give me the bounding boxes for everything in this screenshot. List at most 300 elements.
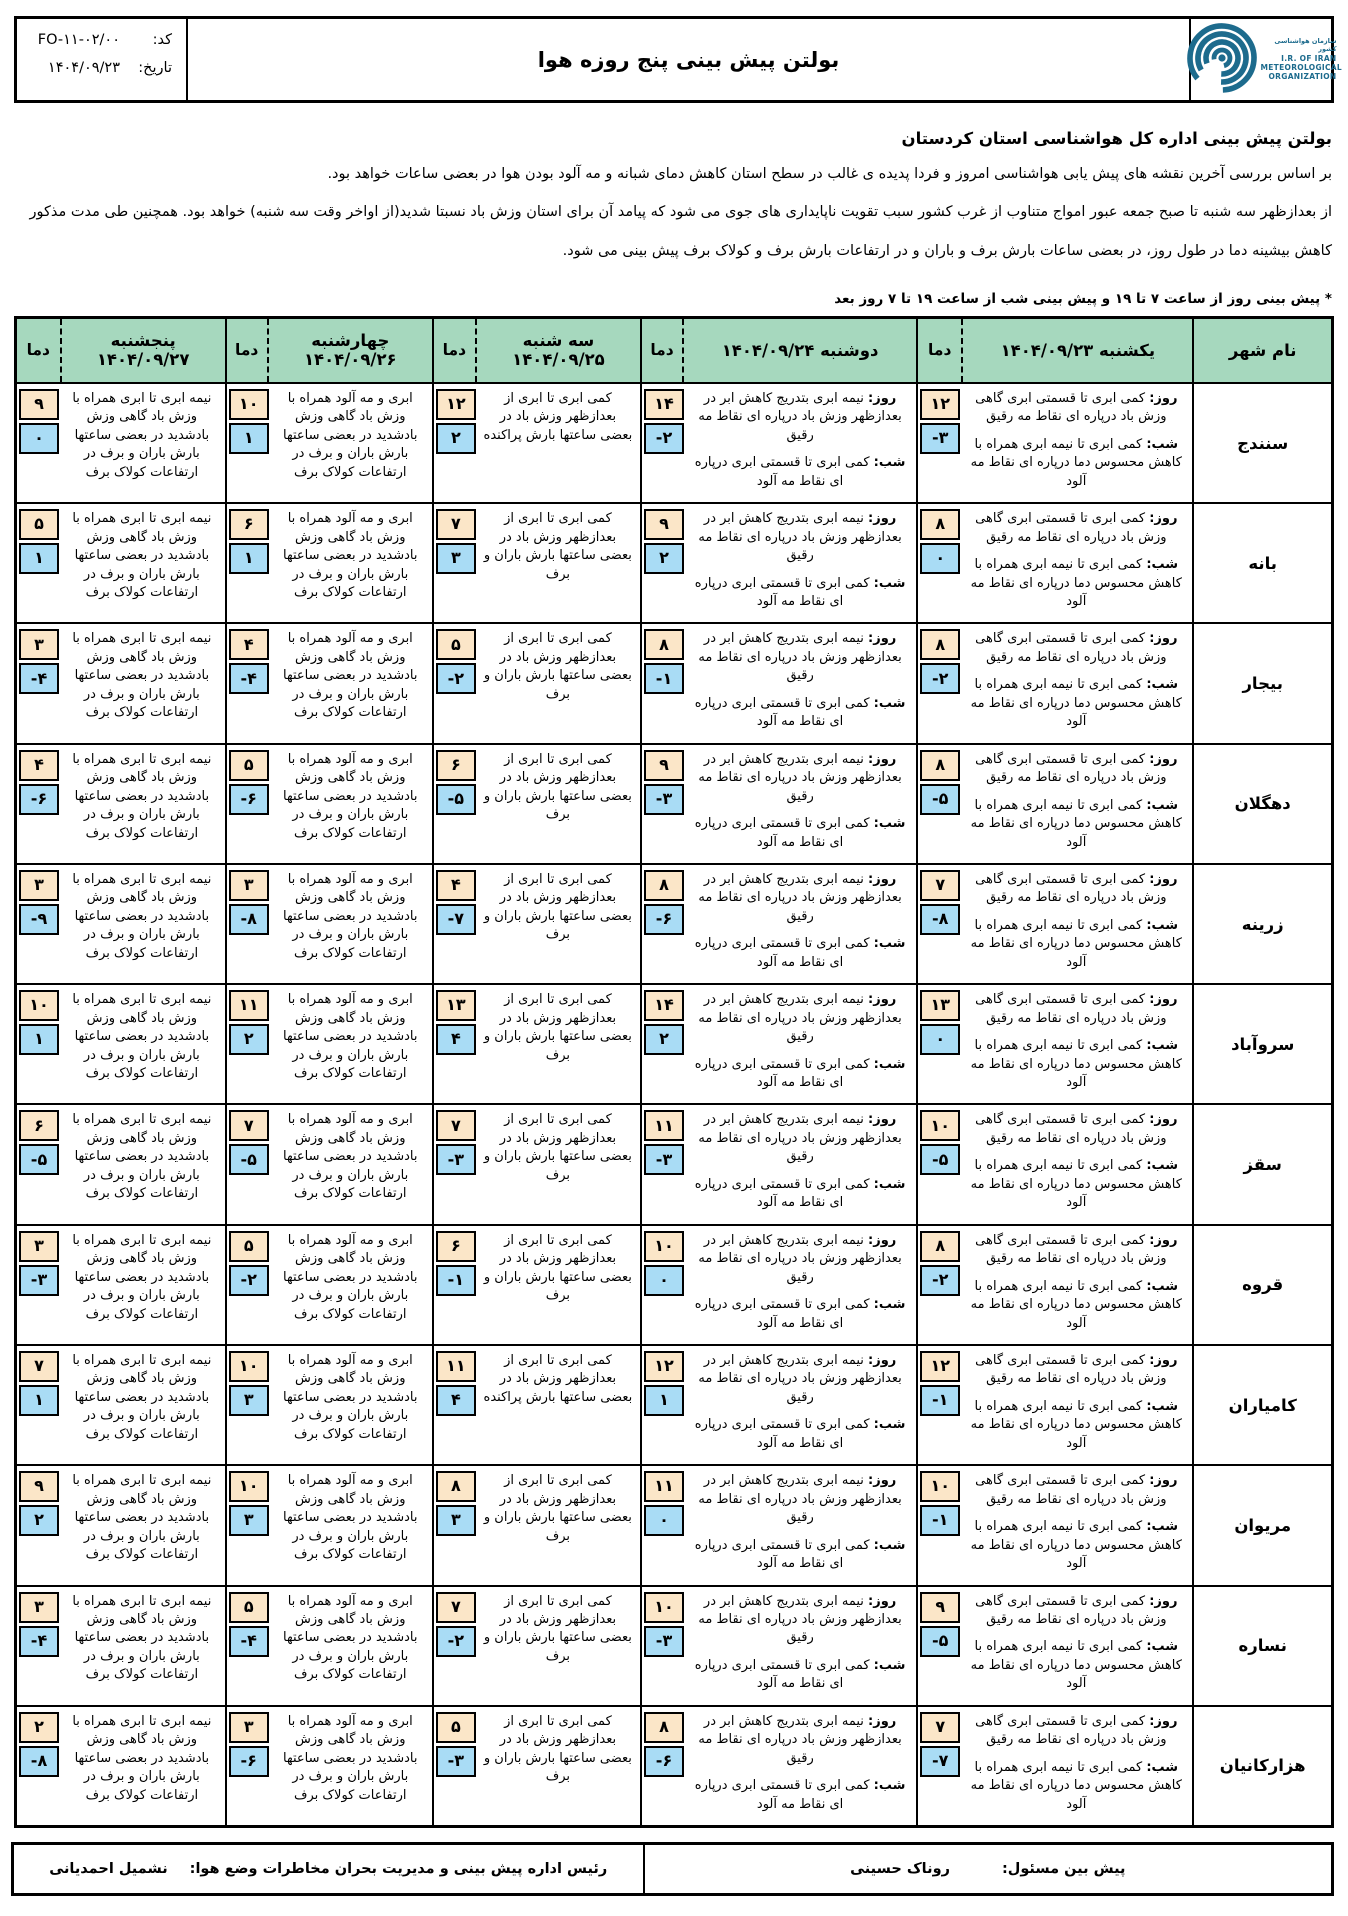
date-value: ۱۴۰۴/۰۹/۲۳ [47, 60, 120, 76]
temperature-column [920, 1712, 960, 1777]
min-temp-box: -۱ [644, 663, 684, 694]
temperature-column [229, 629, 269, 694]
forecast-text: کمی ابری تا ابری از بعدازظهر وزش باد در بعضی ساعتها بارش باران و برف [483, 1473, 632, 1544]
forecast-text: نیمه ابری تا ابری همراه با وزش باد گاهی وزش بادشدید در بعضی ساعتها بارش باران و برف در ارتفاعات کولاک برف [72, 631, 212, 721]
forecast-text: روز: کمی ابری تا قسمتی ابری گاهی وزش باد درپاره ای نقاط مه رقیق شب: کمی ابری تا نیمه ابری همراه با کاهش محسوس دما درپاره ای نقاط مه آلود [970, 1593, 1182, 1692]
forecast-text: ابری و مه آلود همراه با وزش باد گاهی وزش بادشدید در بعضی ساعتها بارش باران و برف در ارتفاعات کولاک برف [283, 1473, 418, 1563]
forecast-table [14, 316, 1334, 1828]
max-temp-box: ۱۳ [920, 990, 960, 1021]
max-temp-box: ۷ [436, 1592, 476, 1623]
forecast-cell-tuesday [433, 383, 641, 503]
min-temp-box: ۳ [436, 543, 476, 574]
forecast-cell-monday [641, 623, 917, 743]
max-temp-box: ۵ [229, 1231, 269, 1262]
min-temp-box: -۸ [920, 904, 960, 935]
day-date: ۱۴۰۴/۰۹/۲۴ [721, 340, 815, 360]
forecast-row [16, 744, 1333, 864]
city-name-cell [1193, 1706, 1332, 1827]
max-temp-box: ۸ [644, 1712, 684, 1743]
min-temp-box: -۴ [19, 1626, 59, 1657]
forecast-cell-tuesday [433, 984, 641, 1104]
max-temp-box: ۱۰ [644, 1592, 684, 1623]
city-name: سنندج [1237, 433, 1289, 453]
min-temp-box: -۴ [229, 663, 269, 694]
min-temp-box: -۷ [920, 1746, 960, 1777]
city-name-cell [1193, 1345, 1332, 1465]
org-logo [1189, 19, 1342, 100]
forecast-cell-tuesday [433, 1465, 641, 1585]
min-temp-box: -۶ [19, 784, 59, 815]
min-temp-box: -۳ [644, 1626, 684, 1657]
min-temp-box: -۴ [229, 1626, 269, 1657]
temperature-column [229, 1471, 269, 1536]
forecast-text: روز: نیمه ابری بتدریج کاهش ابر در بعدازظهر وزش باد درپاره ای نقاط مه رقیق شب: کمی ابری تا قسمتی ابری درپاره ای نقاط مه آلود [694, 1353, 906, 1451]
max-temp-box: ۱۰ [229, 1471, 269, 1502]
date-row [31, 60, 172, 76]
forecast-cell-thursday [16, 1586, 226, 1706]
city-name: بانه [1248, 553, 1277, 573]
temperature-column [19, 1231, 59, 1296]
temperature-column [644, 1471, 684, 1536]
max-temp-box: ۳ [19, 1231, 59, 1262]
forecast-row [16, 1706, 1333, 1827]
forecast-text: نیمه ابری تا ابری همراه با وزش باد گاهی وزش بادشدید در بعضی ساعتها بارش باران و برف در ارتفاعات کولاک برف [72, 992, 212, 1082]
forecast-cell-sunday [917, 503, 1193, 623]
forecast-text: ابری و مه آلود همراه با وزش باد گاهی وزش بادشدید در بعضی ساعتها بارش باران و برف در ارتفاعات کولاک برف [283, 1713, 418, 1803]
city-name-cell [1193, 1465, 1332, 1585]
forecast-cell-thursday [16, 623, 226, 743]
temperature-column [436, 990, 476, 1055]
min-temp-box: -۴ [19, 663, 59, 694]
min-temp-box: -۲ [920, 1265, 960, 1296]
temperature-column [436, 389, 476, 454]
min-temp-box: -۵ [436, 784, 476, 815]
min-temp-box: -۶ [644, 904, 684, 935]
forecast-row [16, 1225, 1333, 1345]
max-temp-box: ۸ [436, 1471, 476, 1502]
forecast-text: ابری و مه آلود همراه با وزش باد گاهی وزش بادشدید در بعضی ساعتها بارش باران و برف در ارتفاعات کولاک برف [283, 1232, 418, 1322]
forecast-text: ابری و مه آلود همراه با وزش باد گاهی وزش بادشدید در بعضی ساعتها بارش باران و برف در ارتفاعات کولاک برف [283, 631, 418, 721]
temperature-column [436, 1351, 476, 1416]
temperature-column [229, 1231, 269, 1296]
column-header-temp: دما [16, 317, 61, 383]
max-temp-box: ۱۰ [920, 1471, 960, 1502]
temperature-column [19, 1592, 59, 1657]
forecast-text: کمی ابری تا ابری از بعدازظهر وزش باد در بعضی ساعتها بارش پراکنده [483, 390, 633, 443]
forecast-cell-sunday [917, 1706, 1193, 1827]
min-temp-box: -۳ [920, 423, 960, 454]
max-temp-box: ۱۰ [920, 1110, 960, 1141]
forecast-cell-monday [641, 1104, 917, 1224]
max-temp-box: ۱۰ [644, 1231, 684, 1262]
temperature-column [920, 870, 960, 935]
temperature-column [644, 1110, 684, 1175]
forecast-cell-sunday [917, 383, 1193, 503]
min-temp-box: -۳ [436, 1746, 476, 1777]
forecast-cell-monday [641, 1345, 917, 1465]
temperature-column [436, 1592, 476, 1657]
org-name-line2: METEOROLOGICAL [1260, 62, 1342, 72]
forecast-cell-tuesday [433, 503, 641, 623]
forecast-cell-wednesday [226, 1706, 433, 1827]
forecast-text: نیمه ابری تا ابری همراه با وزش باد گاهی وزش بادشدید در بعضی ساعتها بارش باران و برف در ارتفاعات کولاک برف [72, 1713, 212, 1803]
temperature-column [19, 750, 59, 815]
forecast-text: ابری و مه آلود همراه با وزش باد گاهی وزش بادشدید در بعضی ساعتها بارش باران و برف در ارتفاعات کولاک برف [283, 751, 418, 841]
max-temp-box: ۷ [436, 1110, 476, 1141]
temperature-column [920, 1471, 960, 1536]
forecast-text: روز: نیمه ابری بتدریج کاهش ابر در بعدازظهر وزش باد درپاره ای نقاط مه رقیق شب: کمی ابری تا قسمتی ابری درپاره ای نقاط مه آلود [694, 631, 906, 730]
max-temp-box: ۴ [229, 629, 269, 660]
forecast-text: کمی ابری تا ابری از بعدازظهر وزش باد در بعضی ساعتها بارش باران و برف [483, 631, 632, 702]
min-temp-box: -۱ [920, 1505, 960, 1536]
temperature-column [229, 1110, 269, 1175]
forecast-text: روز: نیمه ابری بتدریج کاهش ابر در بعدازظهر وزش باد درپاره ای نقاط مه رقیق شب: کمی ابری تا قسمتی ابری درپاره ای نقاط مه آلود [694, 1473, 906, 1572]
min-temp-box: -۵ [920, 1626, 960, 1657]
forecast-text: کمی ابری تا ابری از بعدازظهر وزش باد در بعضی ساعتها بارش باران و برف [483, 751, 632, 823]
temperature-column [19, 1471, 59, 1536]
min-temp-box: ۳ [229, 1505, 269, 1536]
min-temp-box: -۱ [436, 1265, 476, 1296]
forecast-cell-thursday [16, 1225, 226, 1345]
day-date: ۱۴۰۴/۰۹/۲۶ [303, 350, 397, 370]
column-header-temp: دما [226, 317, 268, 383]
min-temp-box: -۳ [19, 1265, 59, 1296]
temperature-column [19, 1110, 59, 1175]
min-temp-box: -۲ [436, 1626, 476, 1657]
max-temp-box: ۸ [920, 750, 960, 781]
city-name: دهگلان [1234, 794, 1291, 814]
max-temp-box: ۷ [229, 1110, 269, 1141]
column-header-temp: دما [641, 317, 683, 383]
temperature-column [19, 1712, 59, 1777]
forecast-cell-thursday [16, 1706, 226, 1827]
temperature-column [920, 1592, 960, 1657]
forecast-row [16, 984, 1333, 1104]
forecast-text: روز: نیمه ابری بتدریج کاهش ابر در بعدازظهر وزش باد درپاره ای نقاط مه رقیق شب: کمی ابری تا قسمتی ابری درپاره ای نقاط مه آلود [694, 511, 906, 609]
max-temp-box: ۱۰ [229, 1351, 269, 1382]
forecast-cell-sunday [917, 984, 1193, 1104]
temperature-column [920, 389, 960, 454]
city-name: زرینه [1241, 914, 1284, 934]
forecast-text: کمی ابری تا ابری از بعدازظهر وزش باد در بعضی ساعتها بارش پراکنده [483, 1353, 633, 1405]
max-temp-box: ۳ [19, 629, 59, 660]
forecast-cell-wednesday [226, 383, 433, 503]
city-name: هزارکانیان [1219, 1756, 1306, 1776]
forecast-row [16, 503, 1333, 623]
max-temp-box: ۸ [644, 870, 684, 901]
city-name: سقز [1243, 1155, 1282, 1175]
min-temp-box: ۳ [229, 1385, 269, 1416]
max-temp-box: ۶ [19, 1110, 59, 1141]
forecast-text: روز: کمی ابری تا قسمتی ابری گاهی وزش باد درپاره ای نقاط مه رقیق شب: کمی ابری تا نیمه ابری همراه با کاهش محسوس دما درپاره ای نقاط مه آلود [970, 1473, 1182, 1572]
forecast-cell-sunday [917, 1345, 1193, 1465]
temperature-column [436, 509, 476, 574]
forecast-table-head [16, 317, 1333, 383]
forecast-text: روز: نیمه ابری بتدریج کاهش ابر در بعدازظهر وزش باد درپاره ای نقاط مه رقیق شب: کمی ابری تا قسمتی ابری درپاره ای نقاط مه آلود [694, 1713, 906, 1812]
intro-paragraph: کاهش بیشینه دما در طول روز، در بعضی ساعات بارش برف و باران و در ارتفاعات بارش برف و کولاک برف پیش بینی می شود. [562, 242, 1332, 259]
temperature-column [19, 509, 59, 574]
forecast-cell-thursday [16, 383, 226, 503]
forecast-cell-sunday [917, 864, 1193, 984]
intro-paragraph: بر اساس بررسی آخرین نقشه های پیش یابی هواشناسی امروز و فردا پدیده ی غالب در سطح استان کاهش دمای شبانه و مه آلود بودن هوا در بعضی ساعات خواهد بود. [327, 166, 1332, 182]
forecast-text: روز: کمی ابری تا قسمتی ابری گاهی وزش باد درپاره ای نقاط مه رقیق شب: کمی ابری تا نیمه ابری همراه با کاهش محسوس دما درپاره ای نقاط مه آلود [970, 1112, 1182, 1211]
max-temp-box: ۱۰ [19, 990, 59, 1021]
max-temp-box: ۵ [229, 750, 269, 781]
forecast-cell-monday [641, 744, 917, 864]
max-temp-box: ۱۱ [229, 990, 269, 1021]
max-temp-box: ۳ [19, 1592, 59, 1623]
max-temp-box: ۱۰ [229, 389, 269, 420]
intro-section [14, 129, 1334, 261]
min-temp-box: -۲ [436, 663, 476, 694]
min-temp-box: -۵ [229, 1144, 269, 1175]
temperature-column [229, 1712, 269, 1777]
min-temp-box: ۲ [644, 1024, 684, 1055]
forecast-row [16, 1345, 1333, 1465]
forecast-cell-wednesday [226, 1225, 433, 1345]
org-name-farsi: سازمان هواشناسی کشور [1274, 37, 1337, 54]
forecast-cell-sunday [917, 1465, 1193, 1585]
forecast-cell-wednesday [226, 623, 433, 743]
temperature-column [436, 1471, 476, 1536]
max-temp-box: ۱۲ [644, 1351, 684, 1382]
column-header-city: نام شهر [1193, 317, 1332, 383]
forecast-text: روز: نیمه ابری بتدریج کاهش ابر در بعدازظهر وزش باد درپاره ای نقاط مه رقیق شب: کمی ابری تا قسمتی ابری درپاره ای نقاط مه آلود [694, 751, 906, 850]
temperature-column [229, 1351, 269, 1416]
forecast-cell-monday [641, 1225, 917, 1345]
min-temp-box: -۲ [920, 663, 960, 694]
forecast-row [16, 1465, 1333, 1585]
temperature-column [644, 1231, 684, 1296]
city-name-cell [1193, 1104, 1332, 1224]
org-name-line3: ORGANIZATION [1268, 72, 1337, 82]
code-row [31, 32, 172, 48]
day-date: ۱۴۰۴/۰۹/۲۵ [512, 350, 605, 370]
forecast-cell-thursday [16, 1465, 226, 1585]
max-temp-box: ۵ [19, 509, 59, 540]
temperature-column [19, 990, 59, 1055]
max-temp-box: ۱۱ [644, 1471, 684, 1502]
forecast-cell-monday [641, 1706, 917, 1827]
city-name-cell [1193, 744, 1332, 864]
temperature-column [644, 990, 684, 1055]
forecast-text: روز: نیمه ابری بتدریج کاهش ابر در بعدازظهر وزش باد درپاره ای نقاط مه رقیق شب: کمی ابری تا قسمتی ابری درپاره ای نقاط مه آلود [694, 1232, 906, 1331]
forecast-cell-monday [641, 864, 917, 984]
date-label: تاریخ: [138, 60, 172, 76]
max-temp-box: ۲ [19, 1712, 59, 1743]
forecast-text: روز: نیمه ابری بتدریج کاهش ابر در بعدازظهر وزش باد درپاره ای نقاط مه رقیق شب: کمی ابری تا قسمتی ابری درپاره ای نقاط مه آلود [694, 1593, 906, 1692]
temperature-column [436, 750, 476, 815]
min-temp-box: ۲ [436, 423, 476, 454]
day-date: ۱۴۰۴/۰۹/۲۳ [1000, 340, 1094, 360]
forecast-cell-wednesday [226, 1586, 433, 1706]
forecast-text: نیمه ابری تا ابری همراه با وزش باد گاهی وزش بادشدید در بعضی ساعتها بارش باران و برف در ارتفاعات کولاک برف [72, 1112, 212, 1202]
max-temp-box: ۶ [436, 1231, 476, 1262]
min-temp-box: -۲ [229, 1265, 269, 1296]
forecast-text: روز: کمی ابری تا قسمتی ابری گاهی وزش باد درپاره ای نقاط مه رقیق شب: کمی ابری تا نیمه ابری همراه با کاهش محسوس دما درپاره ای نقاط مه آلود [970, 992, 1182, 1091]
forecast-cell-thursday [16, 1104, 226, 1224]
temperature-column [644, 870, 684, 935]
city-name: نساره [1238, 1636, 1287, 1656]
forecast-text: روز: نیمه ابری بتدریج کاهش ابر در بعدازظهر وزش باد درپاره ای نقاط مه رقیق شب: کمی ابری تا قسمتی ابری درپاره ای نقاط مه آلود [694, 1112, 906, 1211]
forecaster-cell [644, 1844, 1333, 1895]
meteorology-spiral-icon [1186, 22, 1258, 98]
head-of-office-name: نشمیل احمدیانی [49, 1861, 168, 1878]
forecast-text: روز: کمی ابری تا قسمتی ابری گاهی وزش باد درپاره ای نقاط مه رقیق شب: کمی ابری تا نیمه ابری همراه با کاهش محسوس دما درپاره ای نقاط مه آلود [970, 1232, 1182, 1331]
min-temp-box: ۱ [19, 1385, 59, 1416]
max-temp-box: ۷ [920, 1712, 960, 1743]
max-temp-box: ۵ [436, 629, 476, 660]
forecast-text: روز: نیمه ابری بتدریج کاهش ابر در بعدازظهر وزش باد درپاره ای نقاط مه رقیق شب: کمی ابری تا قسمتی ابری درپاره ای نقاط مه آلود [694, 871, 906, 970]
forecaster-name: روناک حسینی [850, 1861, 950, 1878]
forecast-text: کمی ابری تا ابری از بعدازظهر وزش باد در بعضی ساعتها بارش باران و برف [483, 992, 632, 1063]
city-name: مریوان [1234, 1515, 1292, 1535]
min-temp-box: ۲ [229, 1024, 269, 1055]
temperature-column [644, 1712, 684, 1777]
max-temp-box: ۱۱ [644, 1110, 684, 1141]
forecast-cell-tuesday [433, 1104, 641, 1224]
min-temp-box: -۸ [19, 1746, 59, 1777]
max-temp-box: ۶ [436, 750, 476, 781]
max-temp-box: ۱۴ [644, 389, 684, 420]
forecast-cell-wednesday [226, 984, 433, 1104]
min-temp-box: ۴ [436, 1385, 476, 1416]
max-temp-box: ۹ [644, 750, 684, 781]
forecast-row [16, 383, 1333, 503]
forecast-text: نیمه ابری تا ابری همراه با وزش باد گاهی وزش بادشدید در بعضی ساعتها بارش باران و برف در ارتفاعات کولاک برف [72, 1232, 212, 1322]
temperature-column [644, 629, 684, 694]
forecast-cell-tuesday [433, 864, 641, 984]
day-date: ۱۴۰۴/۰۹/۲۷ [96, 350, 190, 370]
forecast-text: روز: کمی ابری تا قسمتی ابری گاهی وزش باد درپاره ای نقاط مه رقیق شب: کمی ابری تا نیمه ابری همراه با کاهش محسوس دما درپاره ای نقاط مه آلود [970, 1713, 1182, 1812]
forecast-text: ابری و مه آلود همراه با وزش باد گاهی وزش بادشدید در بعضی ساعتها بارش باران و برف در ارتفاعات کولاک برف [283, 390, 418, 480]
forecast-row [16, 1586, 1333, 1706]
min-temp-box: ۰ [644, 1265, 684, 1296]
max-temp-box: ۵ [229, 1592, 269, 1623]
city-name: کامیاران [1228, 1395, 1297, 1415]
temperature-column [920, 1351, 960, 1416]
forecast-text: ابری و مه آلود همراه با وزش باد گاهی وزش بادشدید در بعضی ساعتها بارش باران و برف در ارتفاعات کولاک برف [283, 511, 418, 600]
max-temp-box: ۱۴ [644, 990, 684, 1021]
max-temp-box: ۱۳ [436, 990, 476, 1021]
forecast-cell-wednesday [226, 1465, 433, 1585]
column-header-temp: دما [917, 317, 962, 383]
min-temp-box: -۱ [920, 1385, 960, 1416]
forecast-text: روز: کمی ابری تا قسمتی ابری گاهی وزش باد درپاره ای نقاط مه رقیق شب: کمی ابری تا نیمه ابری همراه با کاهش محسوس دما درپاره ای نقاط مه آلود [970, 511, 1182, 609]
temperature-column [229, 750, 269, 815]
temperature-column [644, 509, 684, 574]
max-temp-box: ۸ [644, 629, 684, 660]
column-header-monday: دوشنبه ۱۴۰۴/۰۹/۲۴ [683, 317, 917, 383]
forecast-cell-sunday [917, 1104, 1193, 1224]
code-box [17, 19, 188, 100]
max-temp-box: ۷ [920, 870, 960, 901]
forecast-text: روز: کمی ابری تا قسمتی ابری گاهی وزش باد درپاره ای نقاط مه رقیق شب: کمی ابری تا نیمه ابری همراه با کاهش محسوس دما درپاره ای نقاط مه آلود [970, 871, 1182, 970]
forecast-text: کمی ابری تا ابری از بعدازظهر وزش باد در بعضی ساعتها بارش باران و برف [483, 871, 632, 943]
temperature-column [920, 629, 960, 694]
city-name: قروه [1242, 1275, 1284, 1295]
forecast-cell-monday [641, 984, 917, 1104]
min-temp-box: -۳ [644, 1144, 684, 1175]
forecast-text: روز: کمی ابری تا قسمتی ابری گاهی وزش باد درپاره ای نقاط مه رقیق شب: کمی ابری تا نیمه ابری همراه با کاهش محسوس دما درپاره ای نقاط مه آلود [970, 1353, 1182, 1451]
min-temp-box: -۵ [19, 1144, 59, 1175]
forecast-text: نیمه ابری تا ابری همراه با وزش باد گاهی وزش بادشدید در بعضی ساعتها بارش باران و برف در ارتفاعات کولاک برف [72, 390, 212, 480]
min-temp-box: -۲ [644, 423, 684, 454]
temperature-column [436, 1110, 476, 1175]
head-of-office-label: رئیس اداره پیش بینی و مدیریت بحران مخاطرات وضع هوا: [189, 1861, 608, 1878]
title-section [188, 19, 1189, 100]
min-temp-box: -۶ [644, 1746, 684, 1777]
code-value: FO-۱۱-۰۲/۰۰ [37, 32, 120, 48]
column-header-sunday: یکشنبه ۱۴۰۴/۰۹/۲۳ [962, 317, 1193, 383]
min-temp-box: ۰ [19, 423, 59, 454]
forecast-cell-tuesday [433, 1345, 641, 1465]
forecast-text: روز: نیمه ابری بتدریج کاهش ابر در بعدازظهر وزش باد درپاره ای نقاط مه رقیق شب: کمی ابری تا قسمتی ابری درپاره ای نقاط مه آلود [694, 992, 906, 1091]
temperature-column [644, 1592, 684, 1657]
max-temp-box: ۱۲ [920, 389, 960, 420]
min-temp-box: ۰ [644, 1505, 684, 1536]
max-temp-box: ۹ [644, 509, 684, 540]
temperature-column [644, 750, 684, 815]
bulletin-title: بولتن پیش بینی پنج روزه هوا [537, 47, 840, 72]
forecast-cell-sunday [917, 623, 1193, 743]
forecast-text: ابری و مه آلود همراه با وزش باد گاهی وزش بادشدید در بعضی ساعتها بارش باران و برف در ارتفاعات کولاک برف [283, 992, 418, 1082]
max-temp-box: ۷ [19, 1351, 59, 1382]
temperature-column [19, 629, 59, 694]
org-logo-text [1260, 37, 1342, 82]
forecast-cell-monday [641, 383, 917, 503]
min-temp-box: -۵ [920, 1144, 960, 1175]
forecast-cell-monday [641, 1586, 917, 1706]
forecast-cell-thursday [16, 984, 226, 1104]
max-temp-box: ۸ [920, 629, 960, 660]
forecast-tbody [16, 383, 1333, 1827]
city-name-cell [1193, 623, 1332, 743]
forecast-row [16, 864, 1333, 984]
forecast-cell-tuesday [433, 1586, 641, 1706]
forecast-cell-tuesday [433, 1225, 641, 1345]
city-name: سروآباد [1231, 1034, 1295, 1054]
max-temp-box: ۴ [19, 750, 59, 781]
forecast-cell-thursday [16, 1345, 226, 1465]
bulletin-header [14, 16, 1342, 103]
temperature-column [920, 509, 960, 574]
min-temp-box: -۹ [19, 904, 59, 935]
temperature-column [920, 1231, 960, 1296]
signature-bar [11, 1842, 1334, 1896]
min-temp-box: -۵ [920, 784, 960, 815]
forecast-cell-tuesday [433, 1706, 641, 1827]
forecast-cell-tuesday [433, 744, 641, 864]
intro-paragraph: از بعدازظهر سه شنبه تا صبح جمعه عبور امواج متناوب از غرب کشور سبب تقویت ناپایداری های جوی می شود که پیامد آن برای استان وزش باد نسبتا شدید(از اواخر وقت سه شنبه) خواهد بود. همچنین طی مدت مذکور [29, 204, 1332, 221]
max-temp-box: ۱۱ [436, 1351, 476, 1382]
forecast-text: نیمه ابری تا ابری همراه با وزش باد گاهی وزش بادشدید در بعضی ساعتها بارش باران و برف در ارتفاعات کولاک برف [72, 511, 212, 600]
min-temp-box: -۳ [436, 1144, 476, 1175]
temperature-column [436, 629, 476, 694]
forecast-cell-thursday [16, 503, 226, 623]
temperature-column [436, 1231, 476, 1296]
forecast-text: نیمه ابری تا ابری همراه با وزش باد گاهی وزش بادشدید در بعضی ساعتها بارش باران و برف در ارتفاعات کولاک برف [72, 1353, 212, 1442]
max-temp-box: ۸ [920, 509, 960, 540]
city-name-cell [1193, 864, 1332, 984]
forecast-cell-sunday [917, 744, 1193, 864]
forecast-cell-tuesday [433, 623, 641, 743]
forecast-cell-wednesday [226, 1104, 433, 1224]
forecast-text: نیمه ابری تا ابری همراه با وزش باد گاهی وزش بادشدید در بعضی ساعتها بارش باران و برف در ارتفاعات کولاک برف [72, 1473, 212, 1563]
forecast-row [16, 623, 1333, 743]
temperature-column [920, 990, 960, 1055]
column-header-thursday: پنجشنبه ۱۴۰۴/۰۹/۲۷ [61, 317, 226, 383]
